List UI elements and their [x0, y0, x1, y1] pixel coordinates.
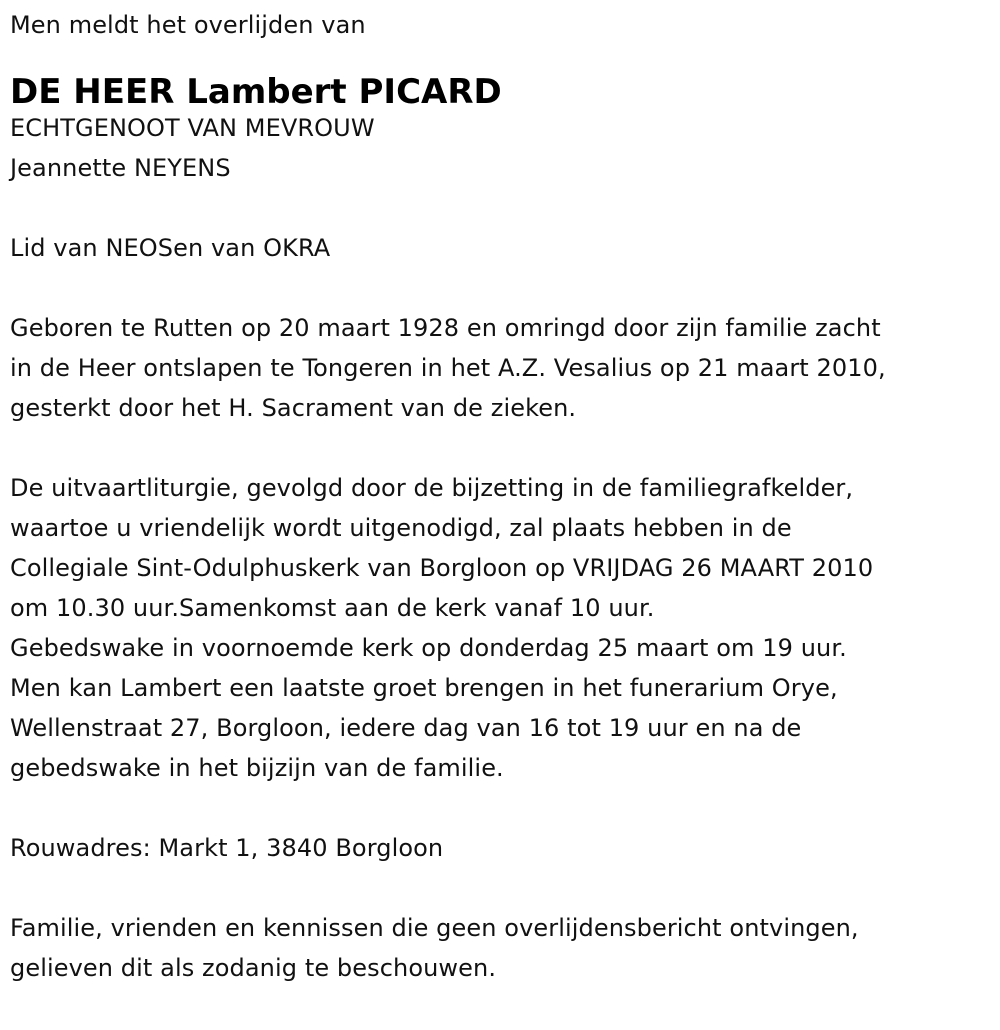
spouse-line-2: Jeannette NEYENS	[10, 154, 231, 182]
spacer	[10, 428, 990, 468]
spacer	[10, 788, 990, 828]
obituary-notice	[10, 0, 990, 988]
closing-paragraph	[10, 908, 990, 988]
paragraph-line: Collegiale Sint-Odulphuskerk van Borgloon op VRIJDAG 26 MAART 2010	[10, 554, 874, 582]
paragraph-line: De uitvaartliturgie, gevolgd door de bijzetting in de familiegrafkelder,	[10, 474, 854, 502]
membership-text: Lid van NEOSen van OKRA	[10, 234, 331, 262]
birth-death-paragraph	[10, 308, 990, 428]
spouse-block	[10, 108, 990, 188]
paragraph-line: Geboren te Rutten op 20 maart 1928 en omringd door zijn familie zacht	[10, 314, 881, 342]
paragraph-line: waartoe u vriendelijk wordt uitgenodigd, zal plaats hebben in de	[10, 514, 792, 542]
paragraph-line: Wellenstraat 27, Borgloon, iedere dag van 16 tot 19 uur en na de	[10, 714, 802, 742]
paragraph-line: Familie, vrienden en kennissen die geen overlijdensbericht ontvingen,	[10, 914, 859, 942]
paragraph-line: gebedswake in het bijzijn van de familie.	[10, 754, 504, 782]
paragraph-line: gelieven dit als zodanig te beschouwen.	[10, 954, 497, 982]
paragraph-line: om 10.30 uur.Samenkomst aan de kerk vanaf 10 uur.	[10, 594, 655, 622]
paragraph-line: gesterkt door het H. Sacrament van de zieken.	[10, 394, 577, 422]
spouse-line-1: ECHTGENOOT VAN MEVROUW	[10, 114, 375, 142]
deceased-name: DE HEER Lambert PICARD	[10, 72, 502, 112]
spacer	[10, 868, 990, 908]
paragraph-line: Men kan Lambert een laatste groet brengen in het funerarium Orye,	[10, 674, 838, 702]
spacer	[10, 188, 990, 228]
paragraph-line: Gebedswake in voornoemde kerk op donderdag 25 maart om 19 uur.	[10, 634, 847, 662]
intro-text: Men meldt het overlijden van	[10, 11, 366, 39]
spacer	[10, 268, 990, 308]
mourning-address: Rouwadres: Markt 1, 3840 Borgloon	[10, 834, 444, 862]
funeral-info-paragraph	[10, 468, 990, 788]
paragraph-line: in de Heer ontslapen te Tongeren in het A.Z. Vesalius op 21 maart 2010,	[10, 354, 886, 382]
